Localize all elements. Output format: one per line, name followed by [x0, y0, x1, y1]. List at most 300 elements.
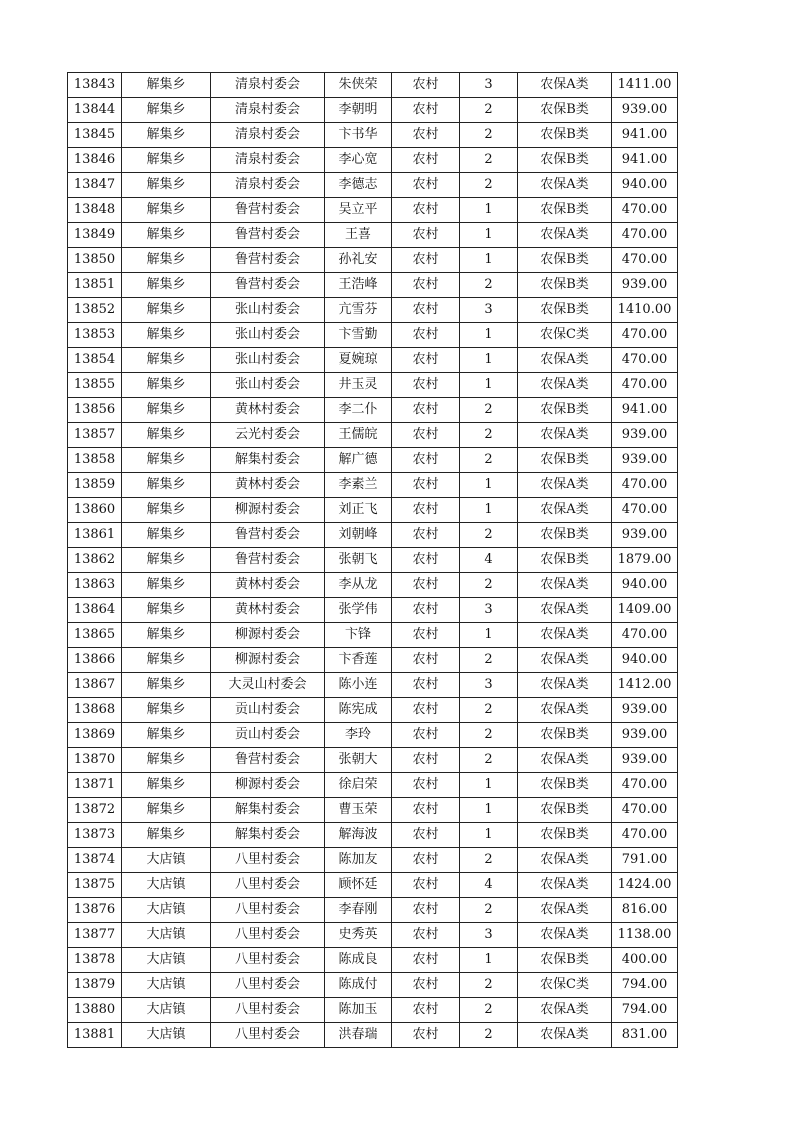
table-row: [68, 248, 678, 273]
cell-town: 解集乡: [122, 373, 211, 398]
table-row: [68, 598, 678, 623]
cell-category: 农保A类: [518, 73, 612, 98]
cell-amount: 939.00: [612, 723, 678, 748]
cell-count: 4: [460, 548, 518, 573]
cell-village: 八里村委会: [211, 998, 325, 1023]
cell-town: 解集乡: [122, 298, 211, 323]
cell-village: 鲁营村委会: [211, 248, 325, 273]
cell-village: 解集村委会: [211, 823, 325, 848]
cell-name: 卞锋: [325, 623, 392, 648]
cell-area: 农村: [392, 773, 460, 798]
cell-town: 解集乡: [122, 323, 211, 348]
cell-name: 陈成良: [325, 948, 392, 973]
cell-amount: 940.00: [612, 648, 678, 673]
cell-id: 13877: [68, 923, 122, 948]
cell-count: 1: [460, 198, 518, 223]
cell-category: 农保A类: [518, 423, 612, 448]
cell-id: 13852: [68, 298, 122, 323]
cell-area: 农村: [392, 148, 460, 173]
cell-area: 农村: [392, 648, 460, 673]
cell-name: 吴立平: [325, 198, 392, 223]
table-row: [68, 348, 678, 373]
cell-id: 13865: [68, 623, 122, 648]
cell-amount: 1138.00: [612, 923, 678, 948]
table-row: [68, 498, 678, 523]
cell-area: 农村: [392, 223, 460, 248]
cell-amount: 940.00: [612, 173, 678, 198]
cell-count: 1: [460, 623, 518, 648]
cell-id: 13872: [68, 798, 122, 823]
cell-name: 李素兰: [325, 473, 392, 498]
cell-id: 13869: [68, 723, 122, 748]
cell-id: 13858: [68, 448, 122, 473]
cell-id: 13856: [68, 398, 122, 423]
table-row: [68, 873, 678, 898]
cell-category: 农保B类: [518, 123, 612, 148]
cell-category: 农保A类: [518, 573, 612, 598]
cell-category: 农保B类: [518, 98, 612, 123]
cell-name: 顾怀廷: [325, 873, 392, 898]
cell-category: 农保A类: [518, 698, 612, 723]
cell-name: 李朝明: [325, 98, 392, 123]
cell-area: 农村: [392, 73, 460, 98]
cell-village: 解集村委会: [211, 798, 325, 823]
cell-count: 2: [460, 173, 518, 198]
cell-area: 农村: [392, 123, 460, 148]
cell-name: 张学伟: [325, 598, 392, 623]
cell-area: 农村: [392, 598, 460, 623]
cell-town: 解集乡: [122, 73, 211, 98]
cell-name: 王浩峰: [325, 273, 392, 298]
cell-category: 农保B类: [518, 723, 612, 748]
cell-count: 2: [460, 148, 518, 173]
cell-town: 解集乡: [122, 123, 211, 148]
cell-amount: 470.00: [612, 823, 678, 848]
cell-area: 农村: [392, 923, 460, 948]
cell-area: 农村: [392, 398, 460, 423]
table-row: [68, 673, 678, 698]
cell-id: 13847: [68, 173, 122, 198]
cell-id: 13850: [68, 248, 122, 273]
cell-count: 2: [460, 973, 518, 998]
table-row: [68, 173, 678, 198]
cell-amount: 941.00: [612, 148, 678, 173]
table-row: [68, 323, 678, 348]
cell-village: 解集村委会: [211, 448, 325, 473]
cell-amount: 470.00: [612, 798, 678, 823]
cell-name: 卞雪勤: [325, 323, 392, 348]
cell-area: 农村: [392, 723, 460, 748]
cell-village: 贡山村委会: [211, 698, 325, 723]
cell-name: 徐启荣: [325, 773, 392, 798]
table-body: [68, 73, 678, 1048]
table-row: [68, 123, 678, 148]
cell-category: 农保C类: [518, 973, 612, 998]
cell-id: 13845: [68, 123, 122, 148]
table-row: [68, 848, 678, 873]
cell-town: 大店镇: [122, 1023, 211, 1048]
cell-village: 贡山村委会: [211, 723, 325, 748]
cell-count: 1: [460, 348, 518, 373]
cell-name: 洪春瑞: [325, 1023, 392, 1048]
cell-amount: 816.00: [612, 898, 678, 923]
table-row: [68, 948, 678, 973]
cell-count: 1: [460, 248, 518, 273]
cell-area: 农村: [392, 198, 460, 223]
cell-amount: 939.00: [612, 698, 678, 723]
cell-area: 农村: [392, 373, 460, 398]
cell-id: 13855: [68, 373, 122, 398]
cell-id: 13866: [68, 648, 122, 673]
cell-area: 农村: [392, 423, 460, 448]
cell-amount: 939.00: [612, 273, 678, 298]
cell-village: 柳源村委会: [211, 648, 325, 673]
cell-id: 13868: [68, 698, 122, 723]
cell-town: 解集乡: [122, 398, 211, 423]
cell-amount: 1409.00: [612, 598, 678, 623]
cell-village: 清泉村委会: [211, 73, 325, 98]
cell-amount: 791.00: [612, 848, 678, 873]
cell-area: 农村: [392, 173, 460, 198]
cell-name: 解广德: [325, 448, 392, 473]
table-row: [68, 448, 678, 473]
cell-name: 卞香莲: [325, 648, 392, 673]
cell-amount: 470.00: [612, 498, 678, 523]
table-row: [68, 223, 678, 248]
cell-count: 1: [460, 823, 518, 848]
cell-town: 解集乡: [122, 98, 211, 123]
cell-name: 李德志: [325, 173, 392, 198]
cell-village: 鲁营村委会: [211, 273, 325, 298]
cell-town: 解集乡: [122, 198, 211, 223]
cell-area: 农村: [392, 798, 460, 823]
cell-area: 农村: [392, 873, 460, 898]
cell-village: 鲁营村委会: [211, 223, 325, 248]
cell-category: 农保C类: [518, 323, 612, 348]
cell-category: 农保B类: [518, 198, 612, 223]
cell-area: 农村: [392, 898, 460, 923]
cell-town: 大店镇: [122, 973, 211, 998]
cell-count: 2: [460, 898, 518, 923]
cell-amount: 794.00: [612, 973, 678, 998]
cell-town: 解集乡: [122, 248, 211, 273]
cell-category: 农保B类: [518, 448, 612, 473]
cell-amount: 470.00: [612, 773, 678, 798]
cell-name: 王喜: [325, 223, 392, 248]
table-row: [68, 648, 678, 673]
cell-category: 农保B类: [518, 773, 612, 798]
table-row: [68, 823, 678, 848]
cell-id: 13849: [68, 223, 122, 248]
cell-village: 黄林村委会: [211, 398, 325, 423]
cell-village: 清泉村委会: [211, 98, 325, 123]
cell-amount: 470.00: [612, 248, 678, 273]
cell-id: 13846: [68, 148, 122, 173]
cell-area: 农村: [392, 623, 460, 648]
cell-category: 农保B类: [518, 798, 612, 823]
table-row: [68, 298, 678, 323]
cell-count: 1: [460, 473, 518, 498]
cell-amount: 940.00: [612, 573, 678, 598]
cell-count: 2: [460, 698, 518, 723]
cell-category: 农保A类: [518, 598, 612, 623]
cell-village: 八里村委会: [211, 1023, 325, 1048]
data-table: [67, 72, 678, 1048]
cell-name: 井玉灵: [325, 373, 392, 398]
cell-count: 2: [460, 398, 518, 423]
cell-town: 大店镇: [122, 873, 211, 898]
cell-town: 解集乡: [122, 648, 211, 673]
cell-village: 张山村委会: [211, 373, 325, 398]
cell-name: 解海波: [325, 823, 392, 848]
cell-village: 八里村委会: [211, 873, 325, 898]
cell-amount: 939.00: [612, 423, 678, 448]
cell-id: 13880: [68, 998, 122, 1023]
cell-id: 13863: [68, 573, 122, 598]
cell-amount: 1410.00: [612, 298, 678, 323]
cell-id: 13844: [68, 98, 122, 123]
table-row: [68, 523, 678, 548]
cell-town: 解集乡: [122, 448, 211, 473]
cell-area: 农村: [392, 823, 460, 848]
cell-name: 陈加友: [325, 848, 392, 873]
cell-amount: 1424.00: [612, 873, 678, 898]
cell-category: 农保A类: [518, 998, 612, 1023]
cell-name: 张朝飞: [325, 548, 392, 573]
cell-id: 13881: [68, 1023, 122, 1048]
cell-category: 农保B类: [518, 273, 612, 298]
cell-amount: 470.00: [612, 223, 678, 248]
cell-town: 大店镇: [122, 898, 211, 923]
cell-id: 13867: [68, 673, 122, 698]
table-row: [68, 773, 678, 798]
cell-count: 2: [460, 1023, 518, 1048]
cell-amount: 794.00: [612, 998, 678, 1023]
table-row: [68, 748, 678, 773]
cell-amount: 939.00: [612, 523, 678, 548]
cell-id: 13874: [68, 848, 122, 873]
table-row: [68, 73, 678, 98]
table-row: [68, 148, 678, 173]
cell-category: 农保B类: [518, 148, 612, 173]
cell-id: 13870: [68, 748, 122, 773]
cell-id: 13857: [68, 423, 122, 448]
cell-village: 八里村委会: [211, 973, 325, 998]
cell-name: 朱侠荣: [325, 73, 392, 98]
table-row: [68, 548, 678, 573]
cell-category: 农保B类: [518, 823, 612, 848]
cell-name: 曹玉荣: [325, 798, 392, 823]
cell-name: 陈加玉: [325, 998, 392, 1023]
cell-id: 13848: [68, 198, 122, 223]
cell-count: 2: [460, 273, 518, 298]
cell-village: 张山村委会: [211, 323, 325, 348]
cell-count: 4: [460, 873, 518, 898]
cell-village: 柳源村委会: [211, 623, 325, 648]
cell-amount: 941.00: [612, 398, 678, 423]
cell-area: 农村: [392, 573, 460, 598]
table-row: [68, 423, 678, 448]
cell-category: 农保A类: [518, 223, 612, 248]
cell-town: 解集乡: [122, 748, 211, 773]
cell-village: 柳源村委会: [211, 773, 325, 798]
cell-area: 农村: [392, 448, 460, 473]
cell-area: 农村: [392, 523, 460, 548]
cell-village: 鲁营村委会: [211, 748, 325, 773]
cell-count: 2: [460, 423, 518, 448]
cell-category: 农保B类: [518, 948, 612, 973]
cell-town: 大店镇: [122, 923, 211, 948]
cell-village: 八里村委会: [211, 948, 325, 973]
table-row: [68, 973, 678, 998]
cell-amount: 470.00: [612, 323, 678, 348]
cell-village: 大灵山村委会: [211, 673, 325, 698]
cell-name: 李春刚: [325, 898, 392, 923]
cell-count: 1: [460, 498, 518, 523]
cell-category: 农保A类: [518, 473, 612, 498]
cell-village: 黄林村委会: [211, 473, 325, 498]
cell-category: 农保B类: [518, 248, 612, 273]
cell-count: 3: [460, 73, 518, 98]
cell-town: 解集乡: [122, 723, 211, 748]
cell-amount: 400.00: [612, 948, 678, 973]
cell-town: 解集乡: [122, 473, 211, 498]
cell-id: 13873: [68, 823, 122, 848]
cell-count: 2: [460, 748, 518, 773]
cell-count: 3: [460, 673, 518, 698]
cell-category: 农保A类: [518, 673, 612, 698]
cell-village: 清泉村委会: [211, 123, 325, 148]
cell-town: 解集乡: [122, 498, 211, 523]
cell-town: 解集乡: [122, 798, 211, 823]
cell-count: 2: [460, 848, 518, 873]
cell-town: 解集乡: [122, 423, 211, 448]
table-row: [68, 198, 678, 223]
cell-id: 13859: [68, 473, 122, 498]
cell-name: 刘正飞: [325, 498, 392, 523]
cell-town: 解集乡: [122, 348, 211, 373]
cell-amount: 470.00: [612, 473, 678, 498]
table-row: [68, 723, 678, 748]
cell-id: 13861: [68, 523, 122, 548]
cell-name: 王儒皖: [325, 423, 392, 448]
cell-town: 解集乡: [122, 523, 211, 548]
cell-count: 2: [460, 98, 518, 123]
cell-category: 农保A类: [518, 348, 612, 373]
cell-amount: 470.00: [612, 198, 678, 223]
cell-village: 黄林村委会: [211, 598, 325, 623]
cell-town: 解集乡: [122, 148, 211, 173]
cell-village: 八里村委会: [211, 923, 325, 948]
cell-town: 解集乡: [122, 698, 211, 723]
cell-amount: 831.00: [612, 1023, 678, 1048]
cell-town: 大店镇: [122, 998, 211, 1023]
cell-count: 3: [460, 923, 518, 948]
cell-id: 13862: [68, 548, 122, 573]
cell-category: 农保A类: [518, 1023, 612, 1048]
table-row: [68, 698, 678, 723]
cell-name: 陈小连: [325, 673, 392, 698]
cell-category: 农保A类: [518, 898, 612, 923]
cell-area: 农村: [392, 348, 460, 373]
cell-amount: 470.00: [612, 373, 678, 398]
cell-area: 农村: [392, 1023, 460, 1048]
cell-area: 农村: [392, 248, 460, 273]
cell-category: 农保A类: [518, 623, 612, 648]
cell-town: 大店镇: [122, 948, 211, 973]
cell-area: 农村: [392, 498, 460, 523]
cell-category: 农保A类: [518, 648, 612, 673]
cell-area: 农村: [392, 948, 460, 973]
cell-town: 解集乡: [122, 773, 211, 798]
cell-id: 13860: [68, 498, 122, 523]
cell-area: 农村: [392, 98, 460, 123]
cell-category: 农保B类: [518, 523, 612, 548]
cell-id: 13878: [68, 948, 122, 973]
cell-area: 农村: [392, 323, 460, 348]
cell-count: 2: [460, 123, 518, 148]
cell-category: 农保B类: [518, 548, 612, 573]
cell-area: 农村: [392, 848, 460, 873]
cell-name: 张朝大: [325, 748, 392, 773]
cell-id: 13851: [68, 273, 122, 298]
cell-amount: 1879.00: [612, 548, 678, 573]
cell-count: 2: [460, 448, 518, 473]
cell-town: 解集乡: [122, 223, 211, 248]
cell-amount: 1412.00: [612, 673, 678, 698]
cell-count: 2: [460, 998, 518, 1023]
cell-amount: 941.00: [612, 123, 678, 148]
cell-village: 柳源村委会: [211, 498, 325, 523]
cell-category: 农保A类: [518, 498, 612, 523]
cell-village: 张山村委会: [211, 298, 325, 323]
table-row: [68, 98, 678, 123]
cell-area: 农村: [392, 473, 460, 498]
cell-area: 农村: [392, 973, 460, 998]
table-row: [68, 273, 678, 298]
cell-id: 13853: [68, 323, 122, 348]
cell-count: 3: [460, 598, 518, 623]
cell-name: 亢雪芬: [325, 298, 392, 323]
cell-village: 八里村委会: [211, 898, 325, 923]
cell-name: 孙礼安: [325, 248, 392, 273]
cell-count: 1: [460, 773, 518, 798]
cell-village: 张山村委会: [211, 348, 325, 373]
table-row: [68, 923, 678, 948]
cell-name: 刘朝峰: [325, 523, 392, 548]
cell-name: 史秀英: [325, 923, 392, 948]
cell-village: 鲁营村委会: [211, 548, 325, 573]
cell-id: 13854: [68, 348, 122, 373]
cell-name: 李从龙: [325, 573, 392, 598]
cell-name: 夏婉琼: [325, 348, 392, 373]
cell-category: 农保A类: [518, 873, 612, 898]
cell-village: 清泉村委会: [211, 173, 325, 198]
table-row: [68, 623, 678, 648]
cell-town: 解集乡: [122, 673, 211, 698]
cell-town: 解集乡: [122, 823, 211, 848]
cell-category: 农保B类: [518, 298, 612, 323]
cell-village: 八里村委会: [211, 848, 325, 873]
cell-count: 1: [460, 223, 518, 248]
cell-name: 李心宽: [325, 148, 392, 173]
table-row: [68, 573, 678, 598]
cell-area: 农村: [392, 298, 460, 323]
cell-area: 农村: [392, 998, 460, 1023]
cell-name: 陈宪成: [325, 698, 392, 723]
table-row: [68, 1023, 678, 1048]
cell-id: 13864: [68, 598, 122, 623]
